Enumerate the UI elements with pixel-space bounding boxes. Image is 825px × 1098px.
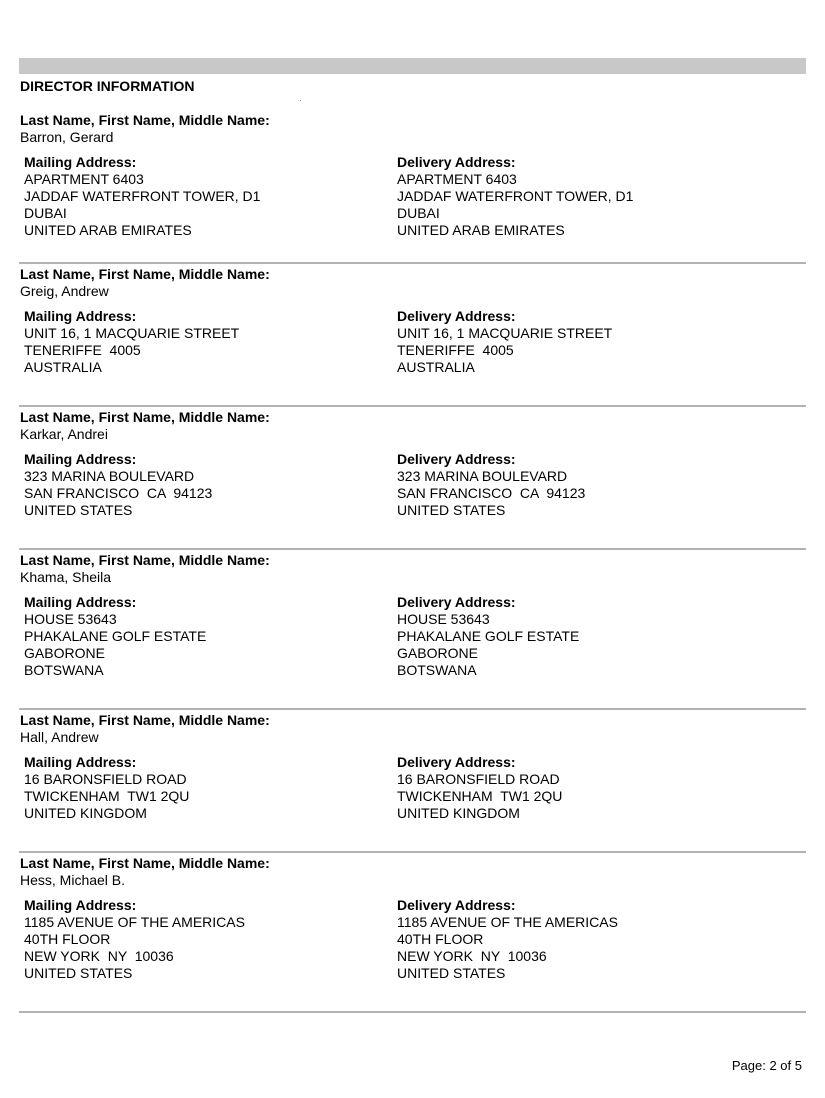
delivery-address-line: TWICKENHAM TW1 2QU <box>397 788 563 804</box>
delivery-address-line: UNITED KINGDOM <box>397 805 520 821</box>
name-label: Last Name, First Name, Middle Name: <box>20 712 270 728</box>
delivery-address <box>397 154 633 239</box>
delivery-address-line: HOUSE 53643 <box>397 611 490 627</box>
delivery-address-line: TENERIFFE 4005 <box>397 342 514 358</box>
mailing-address-line: 40TH FLOOR <box>24 931 111 947</box>
name-label: Last Name, First Name, Middle Name: <box>20 409 270 425</box>
name-label: Last Name, First Name, Middle Name: <box>20 855 270 871</box>
mailing-address-label: Mailing Address: <box>24 754 137 770</box>
mailing-address-line: UNIT 16, 1 MACQUARIE STREET <box>24 325 240 341</box>
delivery-address-line: GABORONE <box>397 645 478 661</box>
delivery-address <box>397 451 585 519</box>
mailing-address-line: UNITED STATES <box>24 965 133 981</box>
delivery-address-label: Delivery Address: <box>397 897 516 913</box>
mailing-address-line: 323 MARINA BOULEVARD <box>24 468 195 484</box>
mailing-address <box>24 594 206 679</box>
stray-dot <box>300 100 301 101</box>
director-name: Hall, Andrew <box>20 729 99 745</box>
name-label: Last Name, First Name, Middle Name: <box>20 266 270 282</box>
delivery-address-line: UNITED STATES <box>397 502 506 518</box>
mailing-address-line: SAN FRANCISCO CA 94123 <box>24 485 213 501</box>
mailing-address-line: 16 BARONSFIELD ROAD <box>24 771 187 787</box>
delivery-address-line: AUSTRALIA <box>397 359 475 375</box>
mailing-address <box>24 308 239 376</box>
mailing-address-label: Mailing Address: <box>24 154 137 170</box>
delivery-address <box>397 897 618 982</box>
delivery-address-line: 323 MARINA BOULEVARD <box>397 468 568 484</box>
delivery-address-line: UNIT 16, 1 MACQUARIE STREET <box>397 325 613 341</box>
delivery-address-line: 16 BARONSFIELD ROAD <box>397 771 560 787</box>
delivery-address-label: Delivery Address: <box>397 451 516 467</box>
delivery-address-line: SAN FRANCISCO CA 94123 <box>397 485 586 501</box>
director-entry <box>19 550 806 710</box>
section-title: DIRECTOR INFORMATION <box>20 78 195 94</box>
mailing-address-line: GABORONE <box>24 645 105 661</box>
director-entry <box>19 264 806 407</box>
mailing-address-line: BOTSWANA <box>24 662 104 678</box>
mailing-address-line: UNITED KINGDOM <box>24 805 147 821</box>
name-label: Last Name, First Name, Middle Name: <box>20 552 270 568</box>
mailing-address-label: Mailing Address: <box>24 594 137 610</box>
delivery-address-label: Delivery Address: <box>397 754 516 770</box>
mailing-address <box>24 154 260 239</box>
delivery-address-line: JADDAF WATERFRONT TOWER, D1 <box>397 188 634 204</box>
delivery-address <box>397 754 562 822</box>
director-entry <box>19 853 806 1013</box>
mailing-address-label: Mailing Address: <box>24 897 137 913</box>
delivery-address-line: 40TH FLOOR <box>397 931 484 947</box>
mailing-address-line: PHAKALANE GOLF ESTATE <box>24 628 207 644</box>
mailing-address-line: UNITED ARAB EMIRATES <box>24 222 192 238</box>
mailing-address-line: HOUSE 53643 <box>24 611 117 627</box>
section-header-bar <box>19 58 806 74</box>
mailing-address-label: Mailing Address: <box>24 451 137 467</box>
director-name: Barron, Gerard <box>20 129 114 145</box>
delivery-address-label: Delivery Address: <box>397 594 516 610</box>
delivery-address-label: Delivery Address: <box>397 154 516 170</box>
delivery-address-line: UNITED ARAB EMIRATES <box>397 222 565 238</box>
page-number: Page: 2 of 5 <box>731 1058 802 1073</box>
mailing-address-line: JADDAF WATERFRONT TOWER, D1 <box>24 188 261 204</box>
director-entry <box>19 110 806 264</box>
mailing-address-line: APARTMENT 6403 <box>24 171 144 187</box>
delivery-address-line: APARTMENT 6403 <box>397 171 517 187</box>
mailing-address-line: TENERIFFE 4005 <box>24 342 141 358</box>
director-entry <box>19 407 806 550</box>
delivery-address-line: DUBAI <box>397 205 440 221</box>
mailing-address-line: NEW YORK NY 10036 <box>24 948 174 964</box>
delivery-address-line: UNITED STATES <box>397 965 506 981</box>
director-name: Khama, Sheila <box>20 569 112 585</box>
mailing-address <box>24 754 189 822</box>
mailing-address-line: 1185 AVENUE OF THE AMERICAS <box>24 914 245 930</box>
mailing-address-line: UNITED STATES <box>24 502 133 518</box>
mailing-address-line: TWICKENHAM TW1 2QU <box>24 788 190 804</box>
mailing-address <box>24 451 212 519</box>
director-name: Karkar, Andrei <box>20 426 108 442</box>
delivery-address-line: NEW YORK NY 10036 <box>397 948 547 964</box>
director-name: Greig, Andrew <box>20 283 109 299</box>
director-entry <box>19 710 806 853</box>
delivery-address <box>397 308 612 376</box>
delivery-address-label: Delivery Address: <box>397 308 516 324</box>
mailing-address <box>24 897 245 982</box>
mailing-address-label: Mailing Address: <box>24 308 137 324</box>
director-name: Hess, Michael B. <box>20 872 126 888</box>
delivery-address <box>397 594 579 679</box>
director-list <box>0 110 825 1013</box>
name-label: Last Name, First Name, Middle Name: <box>20 112 270 128</box>
delivery-address-line: 1185 AVENUE OF THE AMERICAS <box>397 914 618 930</box>
mailing-address-line: AUSTRALIA <box>24 359 102 375</box>
mailing-address-line: DUBAI <box>24 205 67 221</box>
delivery-address-line: BOTSWANA <box>397 662 477 678</box>
delivery-address-line: PHAKALANE GOLF ESTATE <box>397 628 580 644</box>
